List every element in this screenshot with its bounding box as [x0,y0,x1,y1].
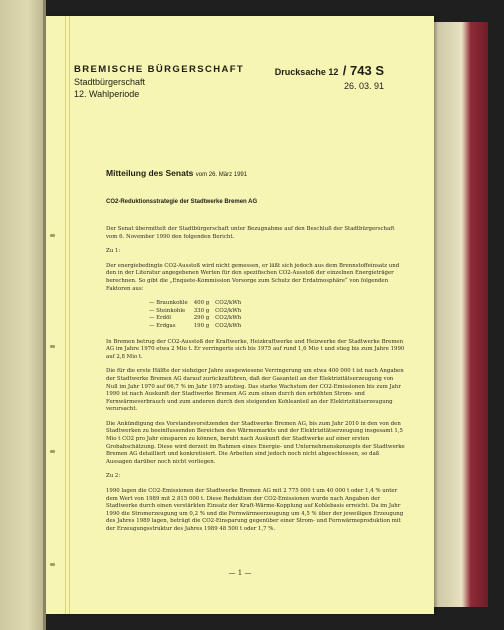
paragraph-4: Die Ankündigung des Vorstandsvorsitzenden der Stadtwerke Bremen AG, bis zum Jahr 2010 in den von den Stadtwerken zu beeinflussenden Bereichen des Wärmemarkts und der Elektrizitätserzeugung insgesamt 1,5 Mio t CO2 pro Jahr einsparen zu können, beruht nach Auskunft der Stadtwerke auf einer ersten Grobabschätzung. Diese wird derzeit im Rahmen eines Energie- und Unternehmenskonzepts der Stadtwerke Bremen AG detailliert und konkretisiert. Die Arbeiten sind jedoch noch nicht abgeschlossen, so daß Aussagen darüber noch nicht vorliegen. [106,420,405,465]
page-number: — 1 — [228,569,252,577]
hole-mark [50,345,55,348]
title-date: vom 26. März 1991 [195,172,248,178]
chamber-name: Stadtbürgerschaft [74,77,146,87]
legislative-period: 12. Wahlperiode [74,89,140,99]
document-page [46,16,434,614]
document-subtitle: CO2-Reduktionsstrategie der Stadtwerke Bremen AG [106,199,258,205]
paragraph-2: In Bremen betrug der CO2-Ausstoß der Kraftwerke, Heizkraftwerke und Heizwerke der Stadtwerke Bremen AG im Jahre 1970 etwa 2 Mio t. Er verringerte sich bis 1975 auf rund 1,6 Mio t und stieg bis zum Jahre 1990 auf 2,8 Mio t. [106,338,405,360]
drucksache-label: Drucksache 12 [274,67,339,77]
hole-mark [50,234,55,237]
margin-line [65,16,66,614]
table-row [146,323,244,331]
hole-mark [50,450,55,453]
factor-value: 190 g [193,322,210,329]
section-ref-2: Zu 2: [106,473,121,480]
factor-value: 330 g [193,307,210,314]
binder-spine [430,22,488,607]
margin-line [69,16,70,614]
intro-paragraph: Der Senat übermittelt der Stadtbürgerschaft unter Bezugnahme auf den Beschluß der Stadtbürgerschaft vom 6. November 1990 den folgenden Bericht. [106,226,395,240]
paragraph-3: Die für die erste Hälfte der siebziger Jahre ausgewiesene Verringerung um etwa 400 000 t ist nach Angaben der Stadtwerke Bremen AG darauf zurückzuführen, daß der Gasanteil an der Elektrizitätserzeugung von Null im Jahr 1970 auf 66,7 % im Jahr 1975 anstieg. Das starke Wachstum der CO2-Emissionen bis zum Jahr 1990 ist nach Auskunft der Stadtwerke Bremen AG zum einen durch den erhöhten Strom- und Fernwärmeverbrauch und zum anderen durch den steigenden Kohleanteil an der Elektrizitätserzeugung verursacht. [106,368,404,413]
drucksache-number: / 743 S [342,63,384,78]
factor-unit: CO2/kWh [215,300,242,307]
previous-page-edge [0,0,46,630]
title-main: Mitteilung des Senats [106,168,194,178]
fuel-name: — Steinkohle [149,307,186,314]
body-text [106,226,406,541]
hole-mark [50,563,55,566]
organization-name: BREMISCHE BÜRGERSCHAFT [74,64,245,75]
table-row [146,308,244,316]
document-date: 26. 03. 91 [343,81,384,91]
letterhead [74,64,244,100]
paragraph-5: 1990 lagen die CO2-Emissionen der Stadtwerke Bremen AG mit 2 775 000 t um 40 000 t oder 1,4 % unter dem Wert von 1989 mit 2 815 000 t. Diese Reduktion der CO2-Emissionen wurde nach Angaben der Stadtwerke durch einen verstärkten Einsatz der Kraft-Wärme-Kopplung auf Kohlebasis erreicht. Da im Jahr 1990 die Stromerzeugung um 0,2 % und die Fernwärmeerzeugung um 4,5 % über der jeweiligen Erzeugung des Jahres 1989 lagen, beträgt die CO2-Einsparung gegenüber einer Strom- und Fernwärmeproduktion mit der Erzeugungsstruktur des Jahres 1989 48 500 t oder 1,7 %. [106,488,404,532]
fuel-name: — Braunkohle [149,300,188,307]
table-row [146,300,244,308]
fuel-name: — Erdgas [149,322,176,329]
document-number-block [275,62,384,91]
factor-value: 290 g [193,315,210,322]
document-title [106,168,247,178]
factor-value: 400 g [193,300,210,307]
factor-unit: CO2/kWh [215,322,242,329]
fuel-name: — Erdöl [149,315,172,322]
table-row [146,315,244,323]
paragraph-1: Der energiebedingte CO2-Ausstoß wird nicht gemessen, er läßt sich jedoch aus dem Brennstoffeinsatz und den in der Literatur angegebenen Werten für den spezifischen CO2-Ausstoß der einzelnen Energieträger berechnen. So gibt die „Enquete-Kommission Vorsorge zum Schutz der Erdatmosphäre“ von folgenden Faktoren aus: [106,262,400,292]
factor-unit: CO2/kWh [215,307,242,314]
emission-factor-table [146,300,244,330]
section-ref-1: Zu 1: [106,248,121,255]
factor-unit: CO2/kWh [215,315,242,322]
